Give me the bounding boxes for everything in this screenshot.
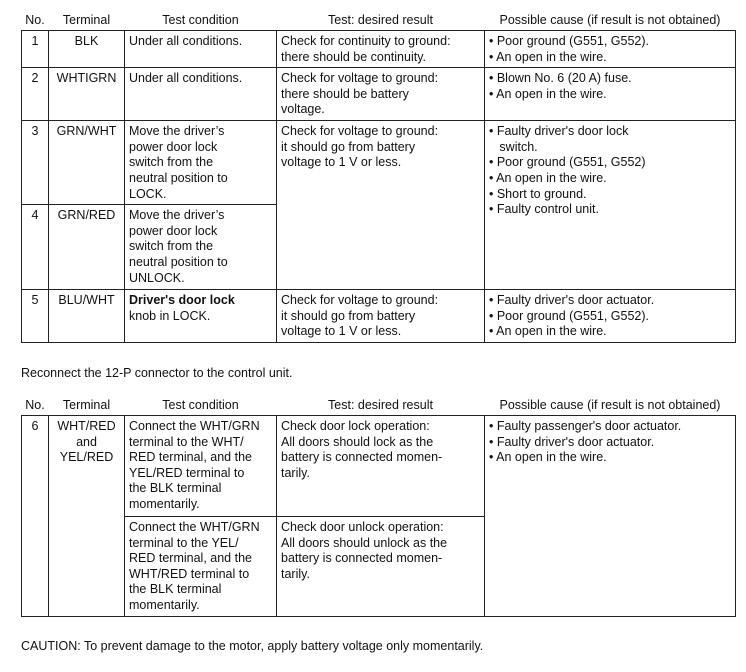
text-line: it should go from battery xyxy=(281,308,416,323)
text-line: there should be battery xyxy=(281,86,409,101)
text-line: Check door unlock operation: xyxy=(281,520,444,534)
text-line: Connect the WHT/GRN xyxy=(129,419,260,433)
desired-result-cell xyxy=(277,121,485,290)
desired-result-cell xyxy=(277,517,485,617)
text-line: All doors should unlock as the xyxy=(281,535,448,550)
text-line: terminal to the WHT/ xyxy=(129,434,244,449)
text-line: it should go from battery xyxy=(281,139,416,154)
row-number: 3 xyxy=(22,121,49,205)
terminal-test-table-1 xyxy=(21,10,736,343)
cause-item: • Faulty driver's door actuator. xyxy=(489,293,655,308)
row-number: 1 xyxy=(22,31,49,68)
text-line: WHT/RED xyxy=(57,419,116,433)
cause-item: • Faulty control unit. xyxy=(489,202,599,217)
table-row xyxy=(22,31,736,68)
terminal-cell: WHTIGRN xyxy=(49,68,125,121)
table-row xyxy=(22,68,736,121)
text-line: Check for voltage to ground: xyxy=(281,124,439,139)
text-line: UNLOCK. xyxy=(129,270,185,285)
text-line: Connect the WHT/GRN xyxy=(129,520,260,534)
cause-item: • Poor ground (G551, G552). xyxy=(489,308,650,323)
test-condition-cell xyxy=(125,205,277,290)
table-header-row xyxy=(22,10,736,31)
text-line: the BLK terminal xyxy=(129,582,222,597)
text-line: switch from the xyxy=(129,239,214,254)
terminal-cell xyxy=(49,416,125,617)
text-line: Under all conditions. xyxy=(129,71,243,86)
text-line: and xyxy=(76,434,97,449)
header-possible-cause: Possible cause (if result is not obtained) xyxy=(499,398,721,412)
possible-cause-cell xyxy=(485,121,736,290)
text-line: YEL/RED terminal to xyxy=(129,465,245,480)
text-line: RED terminal, and the xyxy=(129,450,252,465)
text-line: terminal to the YEL/ xyxy=(129,535,239,550)
text-line: voltage to 1 V or less. xyxy=(281,324,402,339)
test-condition-cell xyxy=(125,31,277,68)
text-line: knob in LOCK. xyxy=(129,308,211,323)
text-line: momentarily. xyxy=(129,496,200,511)
possible-cause-cell xyxy=(485,290,736,343)
possible-cause-cell xyxy=(485,31,736,68)
text-line: switch from the xyxy=(129,155,214,170)
reconnect-note: Reconnect the 12-P connector to the control unit. xyxy=(21,366,293,380)
text-line: LOCK. xyxy=(129,186,167,201)
text-line: Move the driver’s xyxy=(129,124,225,139)
table-row xyxy=(22,290,736,343)
test-condition-cell xyxy=(125,517,277,617)
test-condition-cell xyxy=(125,416,277,517)
text-line: power door lock xyxy=(129,139,218,154)
terminal-cell: GRN/RED xyxy=(49,205,125,290)
header-possible-cause: Possible cause (if result is not obtained) xyxy=(499,13,721,27)
text-line: momentarily. xyxy=(129,597,200,612)
table-row xyxy=(22,416,736,517)
caution-note: CAUTION: To prevent damage to the motor, apply battery voltage only momentarily. xyxy=(21,639,484,653)
row-number: 5 xyxy=(22,290,49,343)
cause-item: • An open in the wire. xyxy=(489,49,607,64)
desired-result-cell xyxy=(277,31,485,68)
terminal-cell: GRN/WHT xyxy=(49,121,125,205)
header-terminal: Terminal xyxy=(62,398,111,412)
text-line: voltage to 1 V or less. xyxy=(281,155,402,170)
cause-item: • Poor ground (G551, G552). xyxy=(489,34,650,48)
possible-cause-cell xyxy=(485,68,736,121)
cause-item: • An open in the wire. xyxy=(489,86,607,101)
cause-item: • An open in the wire. xyxy=(489,450,607,465)
terminal-test-table-2 xyxy=(21,395,736,617)
text-line: WHT/RED terminal to xyxy=(129,566,250,581)
text-line: RED terminal, and the xyxy=(129,551,252,566)
header-desired-result: Test: desired result xyxy=(328,13,433,27)
header-terminal: Terminal xyxy=(62,13,111,27)
text-line: neutral position to xyxy=(129,170,228,185)
row-number: 4 xyxy=(22,205,49,290)
header-test-condition: Test condition xyxy=(162,13,239,27)
cause-item: • Poor ground (G551, G552) xyxy=(489,155,646,170)
text-line: Driver's door lock xyxy=(129,293,235,308)
table-header-row xyxy=(22,395,736,416)
text-line: tarily. xyxy=(281,566,310,581)
text-line: Check for voltage to ground: xyxy=(281,293,439,308)
header-desired-result: Test: desired result xyxy=(328,398,433,412)
text-line: Check door lock operation: xyxy=(281,419,430,433)
table-row xyxy=(22,121,736,205)
terminal-cell: BLU/WHT xyxy=(49,290,125,343)
text-line: YEL/RED xyxy=(59,450,114,465)
text-line: Under all conditions. xyxy=(129,34,243,48)
cause-item: • An open in the wire. xyxy=(489,324,607,339)
test-condition-cell xyxy=(125,68,277,121)
terminal-cell: BLK xyxy=(49,31,125,68)
desired-result-cell xyxy=(277,290,485,343)
text-line: battery is connected momen- xyxy=(281,450,443,465)
header-test-condition: Test condition xyxy=(162,398,239,412)
text-line: Move the driver’s xyxy=(129,208,225,223)
cause-item: • Faulty driver's door lock xyxy=(489,124,629,139)
desired-result-cell xyxy=(277,68,485,121)
header-no: No. xyxy=(25,398,45,412)
text-line: voltage. xyxy=(281,102,325,117)
text-line: there should be continuity. xyxy=(281,49,427,64)
row-number: 6 xyxy=(22,416,49,617)
text-line: the BLK terminal xyxy=(129,481,222,496)
cause-item: • Faulty driver's door actuator. xyxy=(489,434,655,449)
text-line: Check for continuity to ground: xyxy=(281,34,451,48)
text-line: power door lock xyxy=(129,223,218,238)
header-no: No. xyxy=(25,13,45,27)
cause-item: switch. xyxy=(489,139,538,154)
test-condition-cell xyxy=(125,290,277,343)
text-line: neutral position to xyxy=(129,254,228,269)
text-line: All doors should lock as the xyxy=(281,434,434,449)
cause-item: • Faulty passenger's door actuator. xyxy=(489,419,682,433)
text-line: Check for voltage to ground: xyxy=(281,71,439,86)
row-number: 2 xyxy=(22,68,49,121)
desired-result-cell xyxy=(277,416,485,517)
text-line: tarily. xyxy=(281,465,310,480)
possible-cause-cell xyxy=(485,416,736,617)
test-condition-cell xyxy=(125,121,277,205)
cause-item: • Blown No. 6 (20 A) fuse. xyxy=(489,71,632,86)
cause-item: • An open in the wire. xyxy=(489,170,607,185)
cause-item: • Short to ground. xyxy=(489,186,587,201)
text-line: battery is connected momen- xyxy=(281,551,443,566)
